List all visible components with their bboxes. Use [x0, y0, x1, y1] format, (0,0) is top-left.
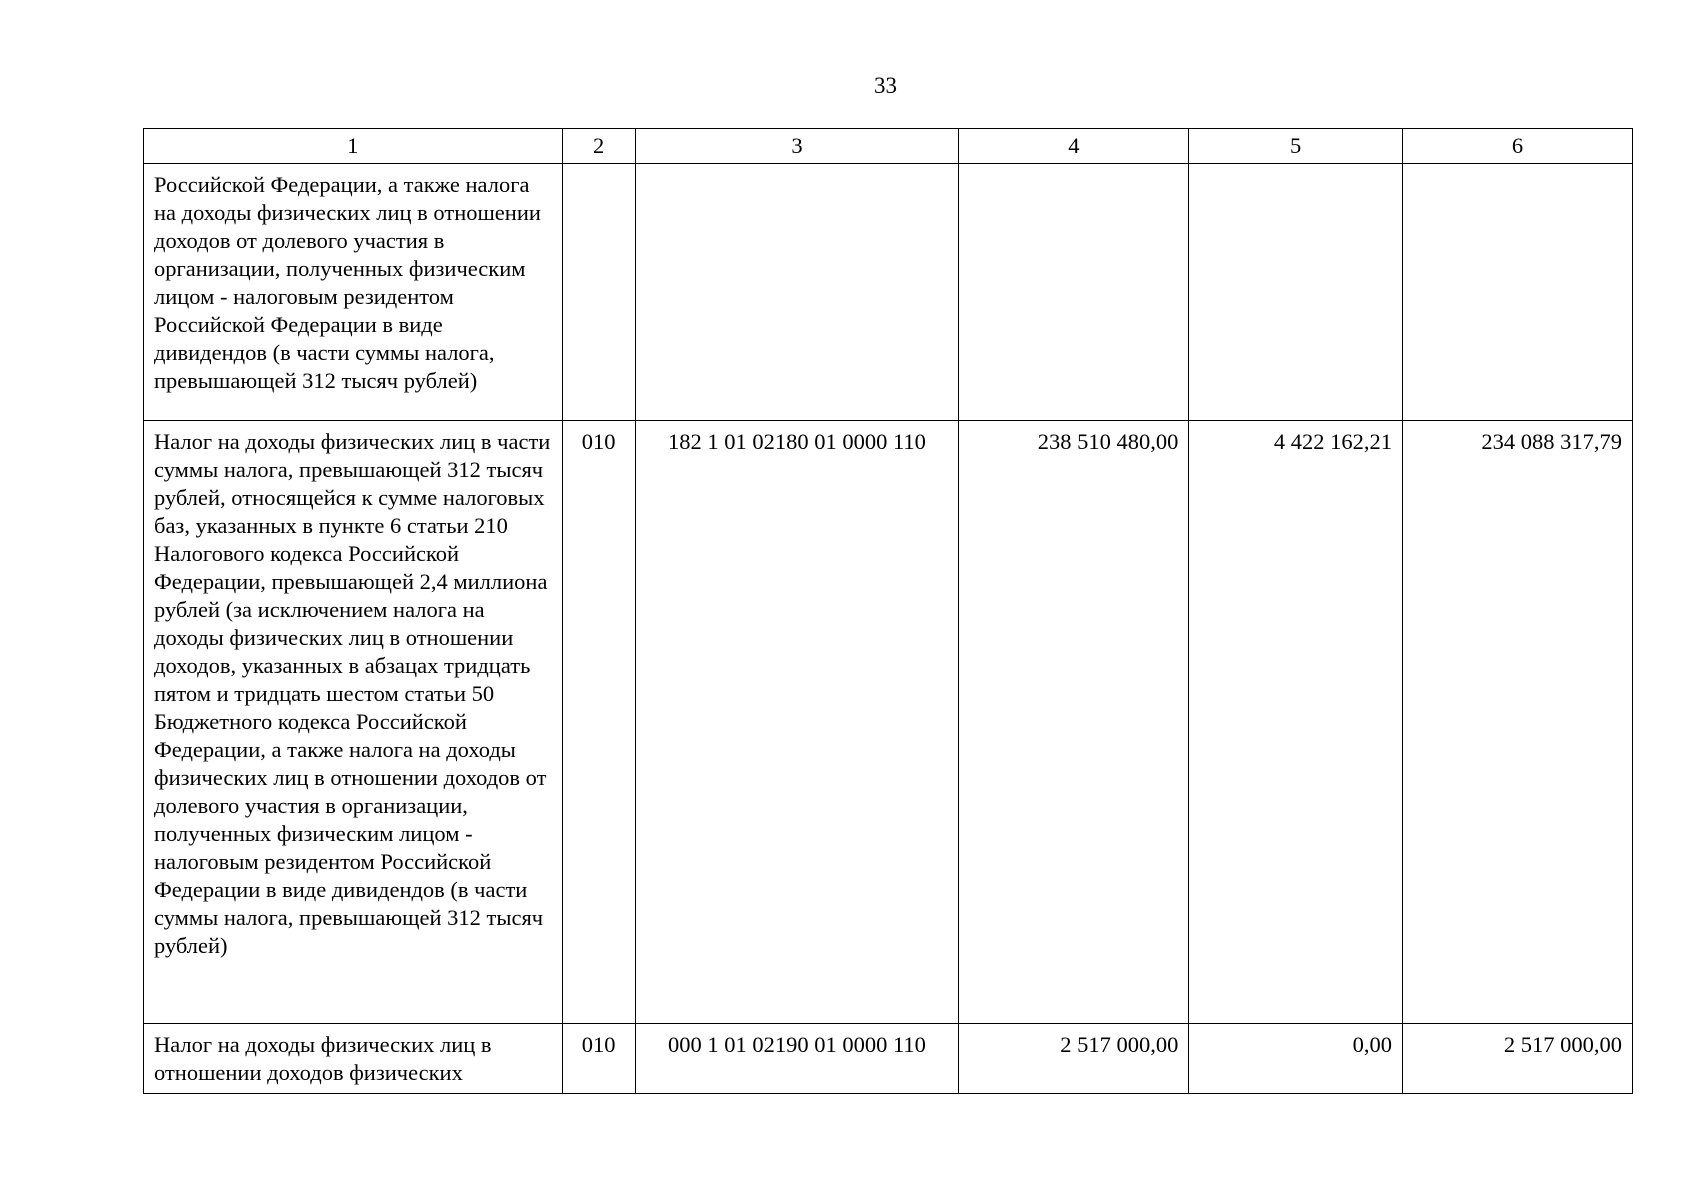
row-kbk: 182 1 01 02180 01 0000 110 — [635, 421, 959, 1024]
row-col5 — [1189, 164, 1403, 421]
page-number: 33 — [874, 73, 897, 98]
row-col5: 0,00 — [1189, 1024, 1403, 1094]
row-col4 — [959, 164, 1189, 421]
row-name: Налог на доходы физических лиц в части суммы налога, превышающей 312 тысяч рублей, относящейся к сумме налоговых баз, указанных в пункте 6 статьи 210 Налогового кодекса Российской Федерации, превышающей 2,4 миллиона рублей (за исключением налога на доходы физических лиц в отношении доходов, указанных в абзацах тридцать пятом и тридцать шестом статьи 50 Бюджетного кодекса Российской Федерации, а также налога на доходы физических лиц в отношении доходов от долевого участия в организации, полученных физическим лицом - налоговым резидентом Российской Федерации в виде дивидендов (в части суммы налога, превышающей 312 тысяч рублей) — [144, 421, 563, 1024]
row-code: 010 — [562, 421, 635, 1024]
table-row — [144, 421, 1633, 1024]
table-row — [144, 1024, 1633, 1094]
table-header-row — [144, 129, 1633, 164]
row-code — [562, 164, 635, 421]
row-kbk — [635, 164, 959, 421]
row-col6: 234 088 317,79 — [1402, 421, 1632, 1024]
row-col4: 238 510 480,00 — [959, 421, 1189, 1024]
row-code: 010 — [562, 1024, 635, 1094]
header-col-3: 3 — [635, 129, 959, 164]
table-row — [144, 164, 1633, 421]
row-col4: 2 517 000,00 — [959, 1024, 1189, 1094]
header-col-2: 2 — [562, 129, 635, 164]
header-col-4: 4 — [959, 129, 1189, 164]
row-kbk: 000 1 01 02190 01 0000 110 — [635, 1024, 959, 1094]
row-name: Налог на доходы физических лиц в отношении доходов физических — [144, 1024, 563, 1094]
row-col6: 2 517 000,00 — [1402, 1024, 1632, 1094]
row-col5: 4 422 162,21 — [1189, 421, 1403, 1024]
budget-table — [143, 128, 1633, 1094]
header-col-1: 1 — [144, 129, 563, 164]
row-name: Российской Федерации, а также налога на доходы физических лиц в отношении доходов от долевого участия в организации, полученных физическим лицом - налоговым резидентом Российской Федерации в виде дивидендов (в части суммы налога, превышающей 312 тысяч рублей) — [144, 164, 563, 421]
header-col-5: 5 — [1189, 129, 1403, 164]
row-col6 — [1402, 164, 1632, 421]
header-col-6: 6 — [1402, 129, 1632, 164]
